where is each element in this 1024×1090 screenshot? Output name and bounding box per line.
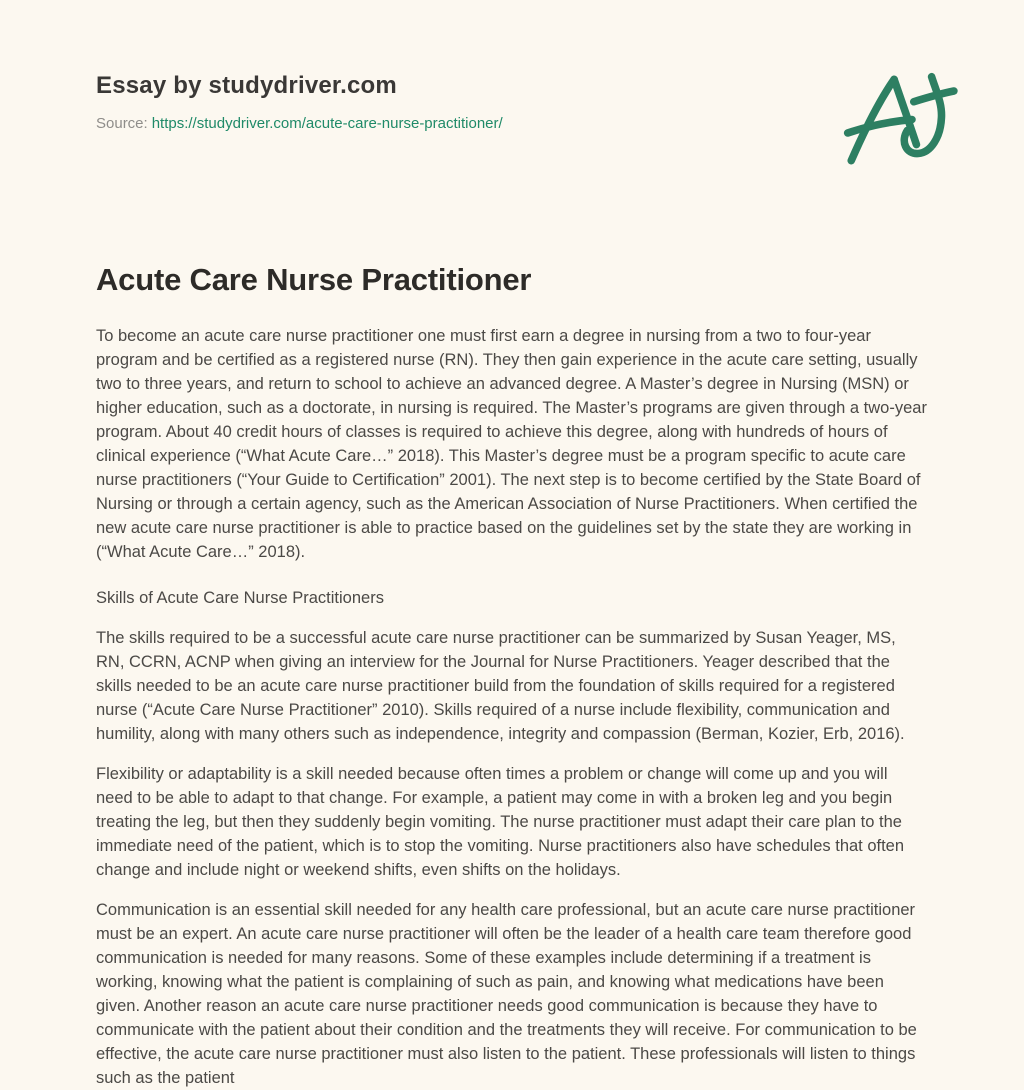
- site-title: Essay by studydriver.com: [96, 72, 397, 99]
- page-header: [96, 72, 928, 166]
- source-url-link[interactable]: https://studydriver.com/acute-care-nurse-practitioner/: [151, 115, 503, 132]
- source-label: Source:: [96, 115, 148, 132]
- header-text-block: [96, 72, 503, 132]
- essay-body: [96, 324, 928, 1090]
- essay-paragraph: Communication is an essential skill needed for any health care professional, but an acute care nurse practitioner must be an expert. An acute care nurse practitioner will often be the leader of a health care team therefore good communication is needed for many reasons. Some of these examples include determining if a treatment is working, knowing what the patient is complaining of such as pain, and knowing what medications have been given. Another reason an acute care nurse practitioner needs good communication is because they have to communicate with the patient about their condition and the treatments they will receive. For communication to be effective, the acute care nurse practitioner must also listen to the patient. These professionals will listen to things such as the patient: [96, 901, 917, 1087]
- studydriver-a-plus-logo-icon: [824, 66, 966, 166]
- essay-title: Acute Care Nurse Practitioner: [96, 262, 532, 297]
- essay-paragraph: Flexibility or adaptability is a skill needed because often times a problem or change will come up and you will need to be able to adapt to that change. For example, a patient may come in with a broken leg and you begin treating the leg, but then they suddenly begin vomiting. The nurse practitioner must adapt their care plan to the immediate need of the patient, which is to stop the vomiting. Nurse practitioners also have schedules that often change and include night or weekend shifts, even shifts on the holidays.: [96, 765, 905, 879]
- source-line: [96, 115, 503, 132]
- essay-paragraph: The skills required to be a successful acute care nurse practitioner can be summarized by Susan Yeager, MS, RN, CCRN, ACNP when giving an interview for the Journal for Nurse Practitioners. Yeager described that the skills needed to be an acute care nurse practitioner build from the foundation of skills required for a registered nurse (“Acute Care Nurse Practitioner” 2010). Skills required of a nurse include flexibility, communication and humility, along with many others such as independence, integrity and compassion (Berman, Kozier, Erb, 2016).: [96, 629, 905, 743]
- essay-paragraph: To become an acute care nurse practitioner one must first earn a degree in nursing from a two to four-year program and be certified as a registered nurse (RN). They then gain experience in the acute care setting, usually two to three years, and return to school to achieve an advanced degree. A Master’s degree in Nursing (MSN) or higher education, such as a doctorate, in nursing is required. The Master’s programs are given through a two-year program. About 40 credit hours of classes is required to achieve this degree, along with hundreds of hours of clinical experience (“What Acute Care…” 2018). This Master’s degree must be a program specific to acute care nurse practitioners (“Your Guide to Certification” 2001). The next step is to become certified by the State Board of Nursing or through a certain agency, such as the American Association of Nurse Practitioners. When certified the new acute care nurse practitioner is able to practice based on the guidelines set by the state they are working in (“What Acute Care…” 2018).: [96, 327, 927, 561]
- section-heading-skills: Skills of Acute Care Nurse Practitioners: [96, 589, 384, 607]
